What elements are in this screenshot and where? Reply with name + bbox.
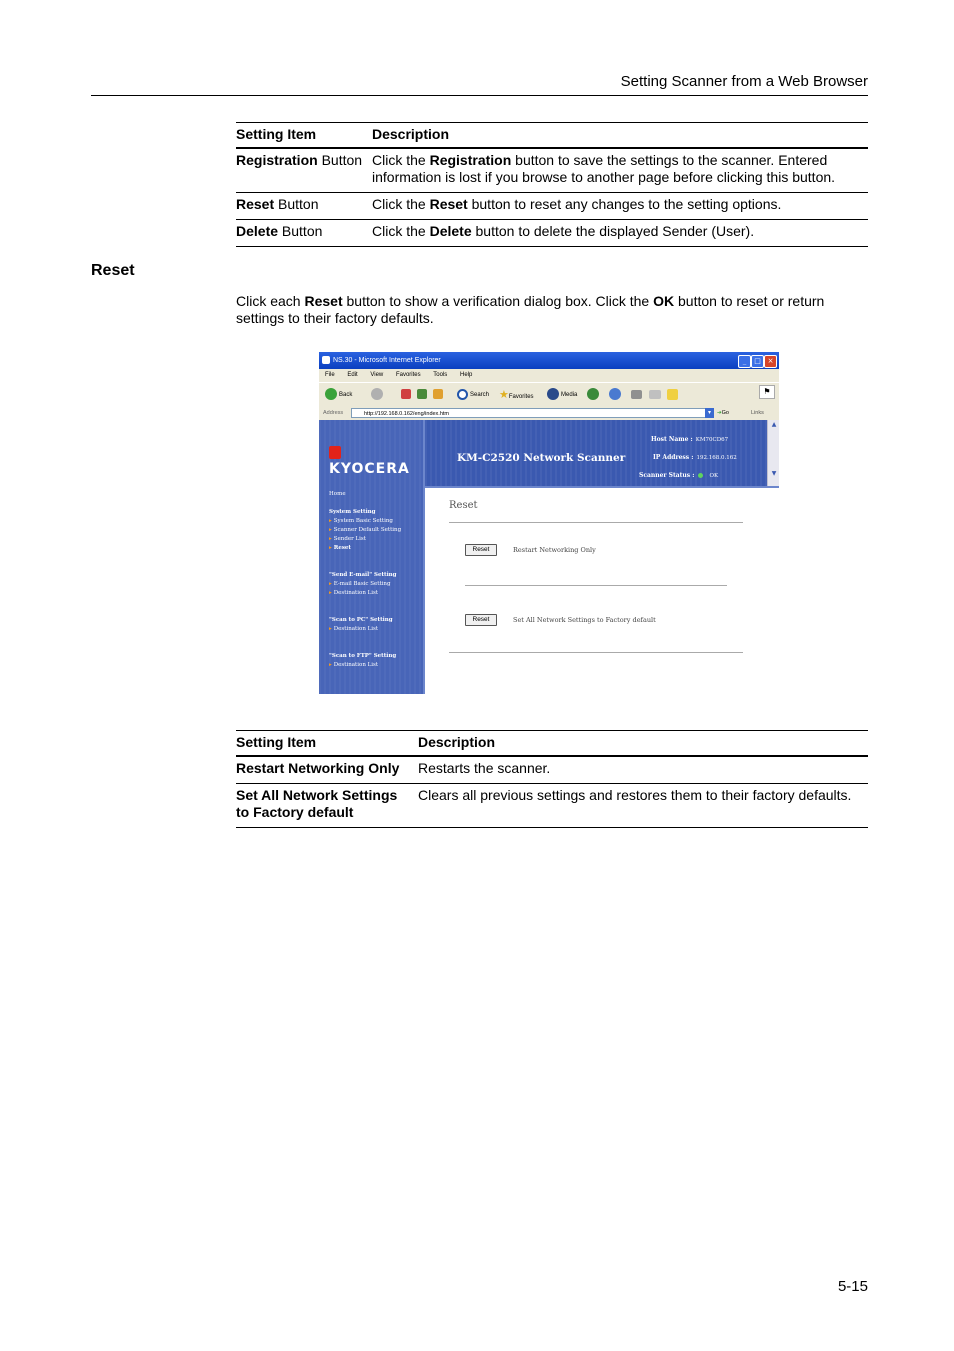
setting-item-cell: Registration Button	[236, 148, 372, 193]
table-row	[236, 784, 868, 828]
description-cell: Click the Delete button to delete the displayed Sender (User).	[372, 220, 868, 247]
home-icon	[433, 389, 443, 399]
setting-item-cell: Restart Networking Only	[236, 756, 418, 784]
nav-system-basic-setting[interactable]: ▸ System Basic Setting	[329, 518, 393, 524]
content-pane	[423, 486, 779, 694]
divider	[465, 585, 727, 586]
print-button[interactable]	[631, 388, 644, 402]
col-setting-item: Setting Item	[236, 123, 372, 149]
nav-send-email-setting[interactable]: "Send E-mail" Setting	[329, 572, 397, 578]
close-button[interactable]: ×	[764, 355, 777, 368]
product-title: KM-C2520 Network Scanner	[457, 452, 626, 464]
window-title: NS.30 - Microsoft Internet Explorer	[333, 357, 441, 364]
nav-scan-to-ftp-setting[interactable]: "Scan to FTP" Setting	[329, 653, 397, 659]
scroll-down-icon[interactable]: ▼	[771, 470, 777, 477]
vertical-scrollbar[interactable]	[767, 420, 779, 486]
messenger-button[interactable]	[667, 388, 680, 402]
nav-scan-to-pc-setting[interactable]: "Scan to PC" Setting	[329, 617, 393, 623]
nav-destination-list-pc[interactable]: ▸ Destination List	[329, 626, 378, 632]
windows-flag-icon: ⚑	[759, 385, 775, 399]
page-title: Reset	[449, 500, 478, 511]
history-button[interactable]	[587, 388, 601, 402]
scanner-status-info: Scanner Status : OK	[639, 472, 719, 479]
scroll-up-icon[interactable]: ▲	[771, 421, 777, 428]
mail-icon	[609, 388, 621, 400]
menu-tools[interactable]: Tools	[433, 372, 448, 378]
edit-button[interactable]	[649, 388, 663, 402]
description-cell: Clears all previous settings and restores them to their factory defaults.	[418, 784, 868, 828]
history-icon	[587, 388, 599, 400]
stop-button[interactable]	[401, 388, 413, 402]
search-icon	[457, 389, 468, 400]
nav-email-basic-setting[interactable]: ▸ E-mail Basic Setting	[329, 581, 391, 587]
top-banner	[423, 420, 769, 486]
table-row	[236, 148, 868, 193]
menu-help[interactable]: Help	[459, 372, 473, 378]
table-row	[236, 756, 868, 784]
nav-reset[interactable]: ▸ Reset	[329, 545, 351, 551]
section-heading: Reset	[91, 262, 135, 279]
setting-item-cell: Set All Network Settings to Factory default	[236, 784, 418, 828]
nav-home[interactable]: Home	[329, 491, 346, 497]
home-button[interactable]	[433, 388, 445, 402]
menu-bar	[319, 369, 779, 382]
go-button[interactable]: ➔Go	[717, 410, 729, 416]
window-titlebar	[319, 352, 779, 369]
col-description: Description	[372, 123, 868, 149]
factory-default-label: Set All Network Settings to Factory default	[513, 616, 656, 624]
address-bar	[319, 406, 779, 420]
links-button[interactable]: Links	[751, 410, 764, 416]
stop-icon	[401, 389, 411, 399]
nav-destination-list-ftp[interactable]: ▸ Destination List	[329, 662, 378, 668]
browser-screenshot	[319, 352, 779, 694]
media-icon	[547, 388, 559, 400]
edit-icon	[649, 390, 661, 399]
back-arrow-icon	[325, 388, 337, 400]
table-row	[236, 220, 868, 247]
forward-arrow-icon	[371, 388, 383, 400]
nav-sender-list[interactable]: ▸ Sender List	[329, 536, 366, 542]
refresh-icon	[417, 389, 427, 399]
print-icon	[631, 390, 642, 399]
button-settings-table	[236, 122, 868, 247]
media-button[interactable]: Media	[547, 388, 577, 402]
address-label: Address	[323, 410, 344, 416]
mail-button[interactable]	[609, 388, 623, 402]
menu-file[interactable]: File	[325, 372, 335, 378]
reset-restart-button[interactable]: Reset	[465, 544, 497, 556]
description-cell: Restarts the scanner.	[418, 756, 868, 784]
address-dropdown-icon[interactable]: ▾	[705, 408, 714, 418]
browser-toolbar	[319, 382, 779, 407]
menu-edit[interactable]: Edit	[347, 372, 358, 378]
menu-view[interactable]: View	[370, 372, 384, 378]
description-cell: Click the Reset button to reset any changes to the setting options.	[372, 193, 868, 220]
forward-button[interactable]	[371, 388, 385, 402]
back-button[interactable]: Back	[325, 388, 352, 402]
maximize-button[interactable]: □	[751, 355, 764, 368]
table-row	[236, 193, 868, 220]
col-description: Description	[418, 731, 868, 757]
table-header-row	[236, 123, 868, 149]
nav-scanner-default-setting[interactable]: ▸ Scanner Default Setting	[329, 527, 401, 533]
setting-item-cell: Delete Button	[236, 220, 372, 247]
kyocera-logo: KYOCERA	[329, 445, 423, 477]
reset-settings-table	[236, 730, 868, 828]
status-ok-icon	[698, 473, 703, 478]
page-number: 5-15	[837, 1278, 868, 1295]
minimize-button[interactable]: _	[738, 355, 751, 368]
menu-favorites[interactable]: Favorites	[395, 372, 421, 378]
reset-factory-button[interactable]: Reset	[465, 614, 497, 626]
address-input[interactable]: http://192.168.0.162/eng/index.htm	[351, 408, 711, 418]
ip-address-info: IP Address : 192.168.0.162	[653, 454, 737, 461]
ie-icon	[322, 356, 330, 364]
col-setting-item: Setting Item	[236, 731, 418, 757]
sidebar	[319, 420, 423, 694]
section-paragraph: Click each Reset button to show a verification dialog box. Click the OK button to reset or return settings to their factory defaults.	[236, 293, 825, 326]
search-button[interactable]: Search	[457, 388, 489, 402]
divider	[449, 522, 743, 523]
kyocera-mark-icon	[329, 446, 341, 459]
setting-item-cell: Reset Button	[236, 193, 372, 220]
favorites-button[interactable]: ★Favorites	[499, 389, 534, 401]
divider	[449, 652, 743, 653]
header-rule	[91, 95, 868, 96]
description-cell: Click the Registration button to save the settings to the scanner. Entered information is lost if you browse to another page before clicking this button.	[372, 148, 868, 193]
table-header-row	[236, 731, 868, 757]
folder-icon	[667, 389, 678, 400]
nav-system-setting[interactable]: System Setting	[329, 509, 376, 515]
star-icon: ★	[499, 389, 509, 401]
running-header: Setting Scanner from a Web Browser	[620, 73, 868, 90]
go-arrow-icon: ➔	[717, 410, 722, 416]
nav-destination-list-email[interactable]: ▸ Destination List	[329, 590, 378, 596]
restart-networking-label: Restart Networking Only	[513, 546, 596, 554]
refresh-button[interactable]	[417, 388, 429, 402]
host-name-info: Host Name : KM70CD67	[651, 436, 729, 443]
